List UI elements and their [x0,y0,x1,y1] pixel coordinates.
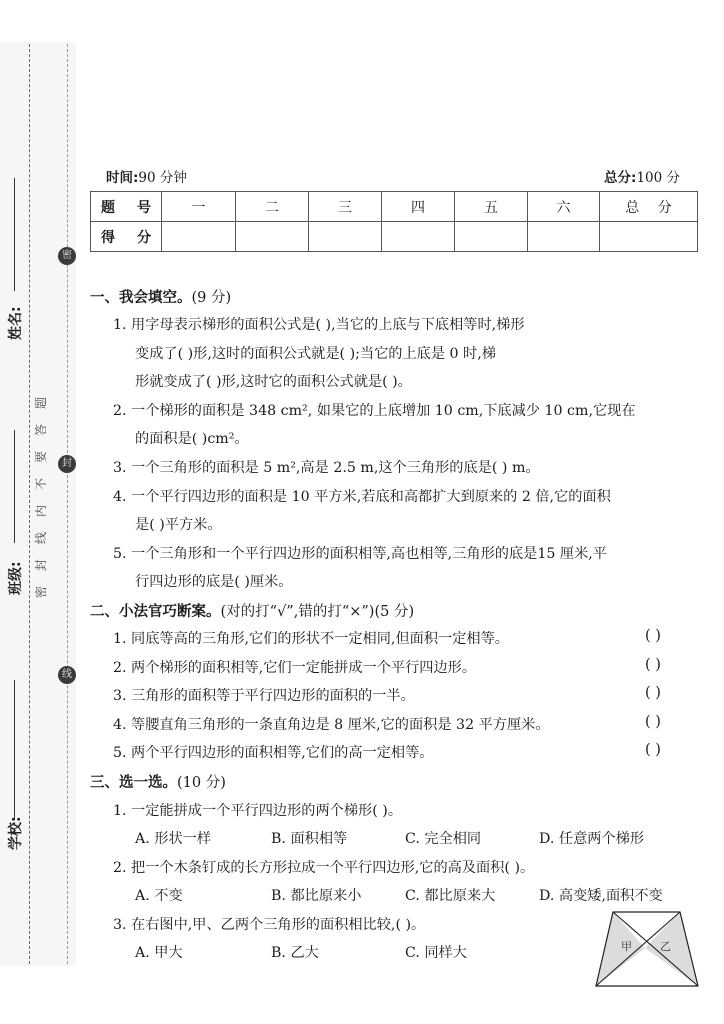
score-cell[interactable] [162,222,236,252]
fill-q1-line2: 变成了( )形,这时的面积公式就是( );当它的上底是 0 时,梯 [135,346,496,362]
trapezoid-figure [590,905,705,990]
fill-q5-line2: 行四边形的底是( )厘米。 [135,574,293,590]
judge-item-2: 2. 两个梯形的面积相等,它们一定能拼成一个平行四边形。 [113,660,477,676]
choice-q1-option-c[interactable]: C. 完全相同 [405,831,482,847]
school-write-line [14,680,15,820]
choice-q3-option-a[interactable]: A. 甲大 [135,945,183,961]
choice-q1-stem: 1. 一定能拼成一个平行四边形的两个梯形( )。 [113,803,403,819]
col-total: 总 分 [600,192,698,222]
judge-answer-3[interactable]: ( ) [645,685,661,701]
section-1-title: 一、我会填空。(9 分) [90,290,232,306]
score-cell[interactable] [600,222,698,252]
seal-xian-icon: 线 [58,666,76,684]
seal-mi-icon: 密 [58,247,76,265]
judge-item-5: 5. 两个平行四边形的面积相等,它们的高一定相等。 [113,745,434,761]
score-cell[interactable] [382,222,455,252]
fill-q3: 3. 一个三角形的面积是 5 m²,高是 2.5 m,这个三角形的底是( ) m。 [113,460,540,476]
choice-q3-option-b[interactable]: B. 乙大 [271,945,319,961]
choice-q1-option-d[interactable]: D. 任意两个梯形 [539,831,645,847]
col-2: 二 [236,192,309,222]
section-3-title: 三、选一选。(10 分) [90,775,226,791]
fill-q2-line2: 的面积是( )cm²。 [135,431,249,447]
row-header-score: 得 分 [91,222,162,252]
cut-line-outer [29,44,30,964]
judge-item-4: 4. 等腰直角三角形的一条直角边是 8 厘米,它的面积是 32 平方厘米。 [113,717,550,733]
class-write-line [14,430,15,543]
col-3: 三 [309,192,382,222]
exam-header [106,166,680,186]
seal-feng-icon: 封 [58,455,76,473]
col-4: 四 [382,192,455,222]
choice-q1-option-a[interactable]: A. 形状一样 [135,831,212,847]
judge-item-1: 1. 同底等高的三角形,它们的形状不一定相同,但面积一定相等。 [113,631,509,647]
score-cell[interactable] [309,222,382,252]
col-5: 五 [455,192,528,222]
fill-q4-line2: 是( )平方米。 [135,517,222,533]
fill-q4-line1: 4. 一个平行四边形的面积是 10 平方米,若底和高都扩大到原来的 2 倍,它的面积 [113,489,611,505]
triangle-jia-label: 甲 [621,940,632,953]
judge-answer-2[interactable]: ( ) [645,657,661,673]
fill-q2-line1: 2. 一个梯形的面积是 348 cm², 如果它的上底增加 10 cm,下底减少 10 cm,它现在 [113,403,636,419]
choice-q1-option-b[interactable]: B. 面积相等 [271,831,348,847]
section-2-title: 二、小法官巧断案。(对的打“√”,错的打“×”)(5 分) [90,604,415,620]
name-label: 姓名: [8,306,24,340]
table-row [91,222,698,252]
score-table [90,191,698,252]
choice-q2-stem: 2. 把一个木条钉成的长方形拉成一个平行四边形,它的高及面积( )。 [113,860,535,876]
choice-q2-option-c[interactable]: C. 都比原来大 [405,888,496,904]
cut-line-inner [67,44,68,964]
triangle-yi-label: 乙 [660,940,671,953]
score-cell[interactable] [455,222,528,252]
table-row [91,192,698,222]
choice-q2-option-d[interactable]: D. 高变矮,面积不变 [539,888,663,904]
judge-answer-1[interactable]: ( ) [645,628,661,644]
fill-q1-line3: 形就变成了( )形,这时它的面积公式就是( )。 [135,374,412,390]
fill-q1-line1: 1. 用字母表示梯形的面积公式是( ),当它的上底与下底相等时,梯形 [113,317,525,333]
seal-warning-text [35,582,47,598]
name-write-line [14,178,15,291]
judge-answer-5[interactable]: ( ) [645,742,661,758]
row-header-question: 题 号 [91,192,162,222]
judge-item-3: 3. 三角形的面积等于平行四边形的面积的一半。 [113,688,415,704]
choice-q3-option-c[interactable]: C. 同样大 [405,945,467,961]
time-info: 时间:90 分钟 [106,170,187,186]
choice-q2-option-a[interactable]: A. 不变 [135,888,183,904]
class-label: 班级: [8,561,24,595]
school-label: 学校: [8,816,24,850]
total-info: 总分:100 分 [604,170,680,186]
col-1: 一 [162,192,236,222]
score-cell[interactable] [236,222,309,252]
col-6: 六 [528,192,600,222]
score-cell[interactable] [528,222,600,252]
choice-q2-option-b[interactable]: B. 都比原来小 [271,888,362,904]
choice-q3-stem: 3. 在右图中,甲、乙两个三角形的面积相比较,( )。 [113,917,426,933]
fill-q5-line1: 5. 一个三角形和一个平行四边形的面积相等,高也相等,三角形的底是15 厘米,平 [113,546,607,562]
judge-answer-4[interactable]: ( ) [645,714,661,730]
